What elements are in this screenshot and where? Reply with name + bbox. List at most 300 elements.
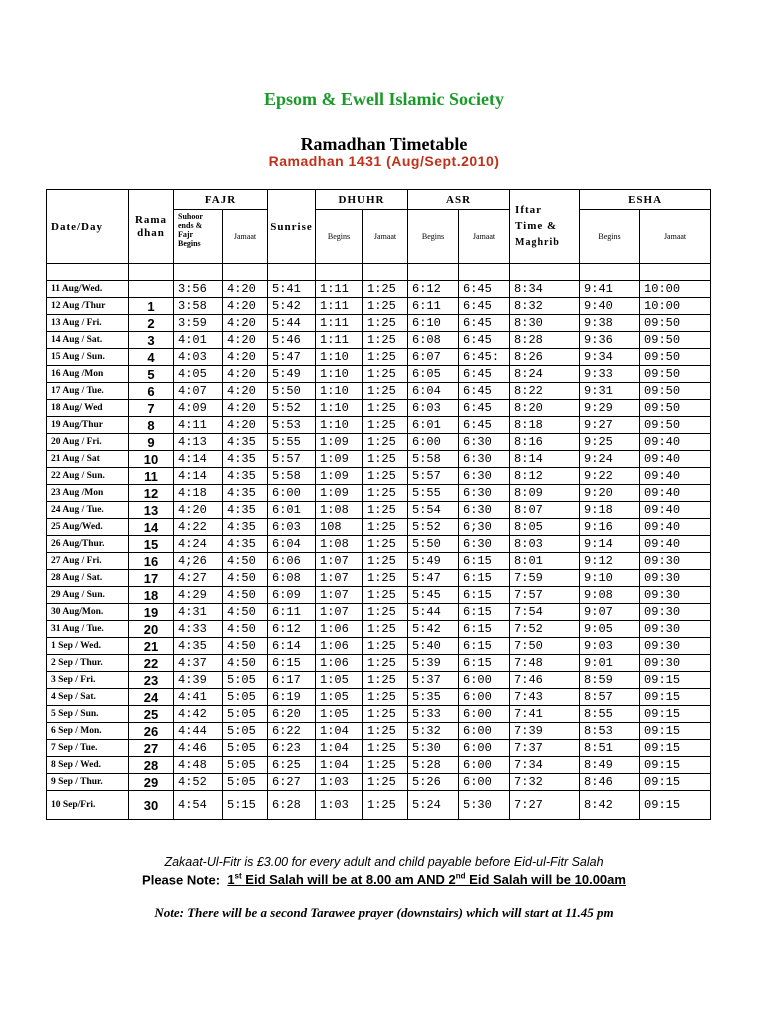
header-esha-begins: Begins (580, 210, 640, 264)
sunrise-time-cell: 5:49 (268, 366, 316, 383)
iftar-time-cell: 8:18 (510, 417, 580, 434)
dhuhr-jamaat-cell: 1:25 (363, 451, 408, 468)
header-iftar (510, 190, 580, 264)
dhuhr-jamaat-cell: 1:25 (363, 536, 408, 553)
table-row (47, 587, 711, 604)
sunrise-time-cell: 5:53 (268, 417, 316, 434)
header-row-top (47, 190, 711, 210)
suhoor-time-cell: 4:46 (174, 740, 223, 757)
iftar-time-cell: 8:32 (510, 298, 580, 315)
suhoor-time-cell: 4:52 (174, 774, 223, 791)
dhuhr-jamaat-cell: 1:25 (363, 638, 408, 655)
dhuhr-jamaat-cell: 1:25 (363, 689, 408, 706)
eid-note (0, 872, 768, 887)
dhuhr-jamaat-cell: 1:25 (363, 570, 408, 587)
suhoor-time-cell: 4:27 (174, 570, 223, 587)
asr-begins-cell: 6:05 (408, 366, 459, 383)
ramadhan-day-cell: 13 (129, 502, 174, 519)
esha-begins-cell: 9:07 (580, 604, 640, 621)
dhuhr-begins-cell: 1:10 (316, 349, 363, 366)
dhuhr-jamaat-cell: 1:25 (363, 298, 408, 315)
ramadhan-day-cell: 17 (129, 570, 174, 587)
table-row (47, 672, 711, 689)
date-cell: 16 Aug /Mon (47, 366, 129, 383)
ramadhan-day-cell: 22 (129, 655, 174, 672)
sunrise-time-cell: 5:57 (268, 451, 316, 468)
suhoor-time-cell: 4:14 (174, 468, 223, 485)
asr-begins-cell: 6:08 (408, 332, 459, 349)
date-cell: 30 Aug/Mon. (47, 604, 129, 621)
suhoor-time-cell: 3:58 (174, 298, 223, 315)
esha-begins-cell: 8:55 (580, 706, 640, 723)
esha-jamaat-cell: 09:30 (640, 655, 711, 672)
table-row (47, 281, 711, 298)
esha-begins-cell: 9:31 (580, 383, 640, 400)
sunrise-time-cell: 6:28 (268, 791, 316, 820)
dhuhr-jamaat-cell: 1:25 (363, 621, 408, 638)
esha-begins-cell: 9:40 (580, 298, 640, 315)
header-iftar-line3: Maghrib (515, 237, 560, 248)
asr-jamaat-cell: 6:30 (459, 451, 510, 468)
suhoor-time-cell: 4:31 (174, 604, 223, 621)
esha-jamaat-cell: 09:50 (640, 383, 711, 400)
suhoor-time-cell: 4:11 (174, 417, 223, 434)
asr-begins-cell: 5:47 (408, 570, 459, 587)
dhuhr-jamaat-cell: 1:25 (363, 553, 408, 570)
fajr-jamaat-cell: 5:15 (223, 791, 268, 820)
fajr-jamaat-cell: 4:20 (223, 315, 268, 332)
esha-jamaat-cell: 09:30 (640, 604, 711, 621)
asr-begins-cell: 5:44 (408, 604, 459, 621)
sunrise-time-cell: 5:52 (268, 400, 316, 417)
dhuhr-begins-cell: 1:09 (316, 468, 363, 485)
iftar-time-cell: 8:14 (510, 451, 580, 468)
asr-begins-cell: 5:28 (408, 757, 459, 774)
iftar-time-cell: 7:59 (510, 570, 580, 587)
sunrise-time-cell: 6:03 (268, 519, 316, 536)
asr-begins-cell: 5:42 (408, 621, 459, 638)
esha-jamaat-cell: 09:15 (640, 791, 711, 820)
fajr-jamaat-cell: 4:50 (223, 570, 268, 587)
esha-jamaat-cell: 09:50 (640, 332, 711, 349)
table-row (47, 706, 711, 723)
esha-jamaat-cell: 09:50 (640, 366, 711, 383)
fajr-jamaat-cell: 4:50 (223, 587, 268, 604)
fajr-jamaat-cell: 4:20 (223, 417, 268, 434)
header-dhuhr: DHUHR (316, 190, 408, 210)
header-suhoor (174, 210, 223, 264)
dhuhr-jamaat-cell: 1:25 (363, 723, 408, 740)
fajr-jamaat-cell: 4:50 (223, 638, 268, 655)
esha-jamaat-cell: 09:30 (640, 638, 711, 655)
iftar-time-cell: 7:48 (510, 655, 580, 672)
suhoor-time-cell: 4:13 (174, 434, 223, 451)
ramadhan-day-cell: 16 (129, 553, 174, 570)
dhuhr-jamaat-cell: 1:25 (363, 791, 408, 820)
eid-2-suffix: nd (455, 872, 466, 881)
esha-begins-cell: 9:16 (580, 519, 640, 536)
dhuhr-jamaat-cell: 1:25 (363, 400, 408, 417)
date-cell: 9 Sep / Thur. (47, 774, 129, 791)
sunrise-time-cell: 6:15 (268, 655, 316, 672)
dhuhr-jamaat-cell: 1:25 (363, 757, 408, 774)
iftar-time-cell: 7:43 (510, 689, 580, 706)
date-cell: 26 Aug/Thur. (47, 536, 129, 553)
sunrise-time-cell: 6:20 (268, 706, 316, 723)
esha-jamaat-cell: 09:15 (640, 774, 711, 791)
asr-begins-cell: 5:50 (408, 536, 459, 553)
asr-begins-cell: 5:40 (408, 638, 459, 655)
eid-note-body (227, 872, 626, 887)
dhuhr-begins-cell: 108 (316, 519, 363, 536)
header-sunrise: Sunrise (268, 190, 316, 264)
suhoor-time-cell: 4:41 (174, 689, 223, 706)
esha-jamaat-cell: 09:50 (640, 400, 711, 417)
sunrise-time-cell: 5:46 (268, 332, 316, 349)
esha-begins-cell: 9:08 (580, 587, 640, 604)
suhoor-time-cell: 4:44 (174, 723, 223, 740)
iftar-time-cell: 7:34 (510, 757, 580, 774)
sunrise-time-cell: 6:04 (268, 536, 316, 553)
dhuhr-jamaat-cell: 1:25 (363, 587, 408, 604)
fajr-jamaat-cell: 5:05 (223, 689, 268, 706)
asr-jamaat-cell: 6:30 (459, 485, 510, 502)
ramadhan-day-cell: 29 (129, 774, 174, 791)
esha-jamaat-cell: 09:40 (640, 519, 711, 536)
fajr-jamaat-cell: 4:20 (223, 383, 268, 400)
asr-begins-cell: 5:49 (408, 553, 459, 570)
suhoor-time-cell: 4:48 (174, 757, 223, 774)
date-cell: 28 Aug / Sat. (47, 570, 129, 587)
sunrise-time-cell: 6:22 (268, 723, 316, 740)
date-cell: 8 Sep / Wed. (47, 757, 129, 774)
spacer-row (47, 264, 711, 281)
zakaat-note: Zakaat-Ul-Fitr is £3.00 for every adult and child payable before Eid-ul-Fitr Salah (164, 855, 604, 869)
header-fajr: FAJR (174, 190, 268, 210)
fajr-jamaat-cell: 4:50 (223, 604, 268, 621)
asr-jamaat-cell: 6:15 (459, 570, 510, 587)
asr-begins-cell: 6:11 (408, 298, 459, 315)
asr-begins-cell: 5:32 (408, 723, 459, 740)
fajr-jamaat-cell: 5:05 (223, 672, 268, 689)
ramadhan-day-cell: 19 (129, 604, 174, 621)
asr-jamaat-cell: 6:30 (459, 536, 510, 553)
iftar-time-cell: 8:34 (510, 281, 580, 298)
table-row (47, 689, 711, 706)
suhoor-time-cell: 4:03 (174, 349, 223, 366)
timetable-body (47, 281, 711, 820)
asr-jamaat-cell: 6:30 (459, 468, 510, 485)
ramadhan-day-cell: 25 (129, 706, 174, 723)
asr-begins-cell: 6:03 (408, 400, 459, 417)
esha-begins-cell: 8:53 (580, 723, 640, 740)
dhuhr-begins-cell: 1:10 (316, 383, 363, 400)
suhoor-time-cell: 4:24 (174, 536, 223, 553)
ramadhan-day-cell: 7 (129, 400, 174, 417)
asr-begins-cell: 6:00 (408, 434, 459, 451)
ramadhan-day-cell: 4 (129, 349, 174, 366)
esha-begins-cell: 9:12 (580, 553, 640, 570)
date-cell: 2 Sep / Thur. (47, 655, 129, 672)
iftar-time-cell: 8:20 (510, 400, 580, 417)
dhuhr-begins-cell: 1:03 (316, 774, 363, 791)
ramadhan-day-cell: 11 (129, 468, 174, 485)
fajr-jamaat-cell: 4:50 (223, 621, 268, 638)
asr-jamaat-cell: 6:15 (459, 638, 510, 655)
dhuhr-begins-cell: 1:07 (316, 604, 363, 621)
suhoor-time-cell: 4:20 (174, 502, 223, 519)
table-row (47, 315, 711, 332)
esha-begins-cell: 8:51 (580, 740, 640, 757)
iftar-time-cell: 8:12 (510, 468, 580, 485)
sunrise-time-cell: 6:12 (268, 621, 316, 638)
esha-jamaat-cell: 09:15 (640, 689, 711, 706)
table-row (47, 332, 711, 349)
esha-jamaat-cell: 09:40 (640, 451, 711, 468)
esha-jamaat-cell: 09:40 (640, 434, 711, 451)
header-suhoor-line3: Fajr (178, 230, 194, 239)
dhuhr-begins-cell: 1:08 (316, 502, 363, 519)
asr-begins-cell: 5:57 (408, 468, 459, 485)
dhuhr-begins-cell: 1:11 (316, 281, 363, 298)
dhuhr-jamaat-cell: 1:25 (363, 315, 408, 332)
table-row (47, 604, 711, 621)
asr-jamaat-cell: 6:00 (459, 706, 510, 723)
asr-jamaat-cell: 6:45 (459, 383, 510, 400)
dhuhr-jamaat-cell: 1:25 (363, 468, 408, 485)
iftar-time-cell: 7:32 (510, 774, 580, 791)
table-row (47, 349, 711, 366)
esha-begins-cell: 9:38 (580, 315, 640, 332)
sunrise-time-cell: 5:47 (268, 349, 316, 366)
esha-begins-cell: 9:18 (580, 502, 640, 519)
esha-jamaat-cell: 09:15 (640, 723, 711, 740)
suhoor-time-cell: 4:39 (174, 672, 223, 689)
header-ramadhan (129, 190, 174, 264)
dhuhr-begins-cell: 1:04 (316, 740, 363, 757)
dhuhr-begins-cell: 1:05 (316, 706, 363, 723)
esha-jamaat-cell: 09:50 (640, 417, 711, 434)
asr-begins-cell: 6:01 (408, 417, 459, 434)
table-row (47, 570, 711, 587)
asr-jamaat-cell: 6:00 (459, 757, 510, 774)
asr-begins-cell: 6:07 (408, 349, 459, 366)
iftar-time-cell: 7:39 (510, 723, 580, 740)
esha-jamaat-cell: 09:15 (640, 757, 711, 774)
fajr-jamaat-cell: 5:05 (223, 706, 268, 723)
table-row (47, 468, 711, 485)
esha-begins-cell: 8:59 (580, 672, 640, 689)
asr-begins-cell: 5:39 (408, 655, 459, 672)
asr-begins-cell: 5:30 (408, 740, 459, 757)
suhoor-time-cell: 4:54 (174, 791, 223, 820)
date-cell: 14 Aug / Sat. (47, 332, 129, 349)
asr-jamaat-cell: 6:45: (459, 349, 510, 366)
asr-begins-cell: 5:58 (408, 451, 459, 468)
esha-begins-cell: 9:33 (580, 366, 640, 383)
esha-begins-cell: 9:24 (580, 451, 640, 468)
iftar-time-cell: 7:27 (510, 791, 580, 820)
dhuhr-begins-cell: 1:11 (316, 298, 363, 315)
iftar-time-cell: 7:50 (510, 638, 580, 655)
dhuhr-jamaat-cell: 1:25 (363, 502, 408, 519)
ramadhan-day-cell: 12 (129, 485, 174, 502)
sunrise-time-cell: 6:17 (268, 672, 316, 689)
dhuhr-jamaat-cell: 1:25 (363, 383, 408, 400)
header-esha: ESHA (580, 190, 711, 210)
fajr-jamaat-cell: 4:20 (223, 298, 268, 315)
suhoor-time-cell: 4:22 (174, 519, 223, 536)
asr-jamaat-cell: 6:45 (459, 400, 510, 417)
asr-begins-cell: 5:52 (408, 519, 459, 536)
date-cell: 11 Aug/Wed. (47, 281, 129, 298)
iftar-time-cell: 8:07 (510, 502, 580, 519)
dhuhr-begins-cell: 1:10 (316, 366, 363, 383)
esha-begins-cell: 9:10 (580, 570, 640, 587)
asr-jamaat-cell: 6;30 (459, 519, 510, 536)
date-cell: 10 Sep/Fri. (47, 791, 129, 820)
header-asr-jamaat: Jamaat (459, 210, 510, 264)
dhuhr-begins-cell: 1:07 (316, 553, 363, 570)
dhuhr-begins-cell: 1:11 (316, 315, 363, 332)
dhuhr-jamaat-cell: 1:25 (363, 281, 408, 298)
iftar-time-cell: 8:16 (510, 434, 580, 451)
iftar-time-cell: 7:52 (510, 621, 580, 638)
ramadhan-day-cell: 21 (129, 638, 174, 655)
asr-jamaat-cell: 6:00 (459, 723, 510, 740)
suhoor-time-cell: 4:37 (174, 655, 223, 672)
fajr-jamaat-cell: 4:35 (223, 536, 268, 553)
ramadhan-day-cell: 8 (129, 417, 174, 434)
asr-jamaat-cell: 6:00 (459, 672, 510, 689)
ramadhan-day-cell: 23 (129, 672, 174, 689)
date-cell: 22 Aug / Sun. (47, 468, 129, 485)
date-cell: 31 Aug / Tue. (47, 621, 129, 638)
esha-begins-cell: 9:29 (580, 400, 640, 417)
dhuhr-begins-cell: 1:10 (316, 400, 363, 417)
esha-begins-cell: 9:25 (580, 434, 640, 451)
fajr-jamaat-cell: 4:50 (223, 553, 268, 570)
asr-jamaat-cell: 6:45 (459, 298, 510, 315)
dhuhr-jamaat-cell: 1:25 (363, 434, 408, 451)
asr-begins-cell: 6:10 (408, 315, 459, 332)
table-row (47, 366, 711, 383)
esha-begins-cell: 9:36 (580, 332, 640, 349)
ramadhan-day-cell: 27 (129, 740, 174, 757)
ramadhan-day-cell: 6 (129, 383, 174, 400)
ramadhan-day-cell (129, 281, 174, 298)
esha-jamaat-cell: 09:40 (640, 468, 711, 485)
iftar-time-cell: 8:05 (510, 519, 580, 536)
ramadhan-day-cell: 1 (129, 298, 174, 315)
asr-jamaat-cell: 6:15 (459, 553, 510, 570)
iftar-time-cell: 7:37 (510, 740, 580, 757)
esha-begins-cell: 9:05 (580, 621, 640, 638)
asr-jamaat-cell: 6:45 (459, 417, 510, 434)
dhuhr-begins-cell: 1:11 (316, 332, 363, 349)
dhuhr-begins-cell: 1:04 (316, 757, 363, 774)
dhuhr-begins-cell: 1:03 (316, 791, 363, 820)
sunrise-time-cell: 6:14 (268, 638, 316, 655)
date-cell: 4 Sep / Sat. (47, 689, 129, 706)
header-asr: ASR (408, 190, 510, 210)
dhuhr-begins-cell: 1:07 (316, 570, 363, 587)
dhuhr-jamaat-cell: 1:25 (363, 485, 408, 502)
suhoor-time-cell: 4:29 (174, 587, 223, 604)
header-suhoor-line4: Begins (178, 239, 201, 248)
sunrise-time-cell: 6:23 (268, 740, 316, 757)
dhuhr-jamaat-cell: 1:25 (363, 366, 408, 383)
table-row (47, 434, 711, 451)
table-row (47, 621, 711, 638)
esha-begins-cell: 9:20 (580, 485, 640, 502)
ramadhan-day-cell: 30 (129, 791, 174, 820)
fajr-jamaat-cell: 5:05 (223, 740, 268, 757)
fajr-jamaat-cell: 4:20 (223, 281, 268, 298)
dhuhr-begins-cell: 1:09 (316, 485, 363, 502)
iftar-time-cell: 8:28 (510, 332, 580, 349)
suhoor-time-cell: 4:35 (174, 638, 223, 655)
eid-1-number: 1 (227, 872, 235, 888)
table-row (47, 400, 711, 417)
esha-jamaat-cell: 09:15 (640, 706, 711, 723)
suhoor-time-cell: 4:33 (174, 621, 223, 638)
date-cell: 23 Aug /Mon (47, 485, 129, 502)
date-cell: 21 Aug / Sat (47, 451, 129, 468)
sunrise-time-cell: 6:00 (268, 485, 316, 502)
esha-jamaat-cell: 09:40 (640, 502, 711, 519)
table-row (47, 298, 711, 315)
date-cell: 18 Aug/ Wed (47, 400, 129, 417)
asr-begins-cell: 6:12 (408, 281, 459, 298)
dhuhr-begins-cell: 1:06 (316, 638, 363, 655)
asr-begins-cell: 5:55 (408, 485, 459, 502)
dhuhr-jamaat-cell: 1:25 (363, 706, 408, 723)
table-row (47, 655, 711, 672)
suhoor-time-cell: 4;26 (174, 553, 223, 570)
dhuhr-begins-cell: 1:05 (316, 689, 363, 706)
header-date-day: Date/Day (47, 190, 129, 264)
esha-jamaat-cell: 09:30 (640, 570, 711, 587)
dhuhr-jamaat-cell: 1:25 (363, 349, 408, 366)
sunrise-time-cell: 5:44 (268, 315, 316, 332)
esha-jamaat-cell: 09:50 (640, 315, 711, 332)
asr-jamaat-cell: 6:15 (459, 587, 510, 604)
table-row (47, 740, 711, 757)
asr-begins-cell: 5:35 (408, 689, 459, 706)
date-cell: 17 Aug / Tue. (47, 383, 129, 400)
fajr-jamaat-cell: 4:35 (223, 434, 268, 451)
esha-begins-cell: 9:41 (580, 281, 640, 298)
dhuhr-begins-cell: 1:09 (316, 434, 363, 451)
sunrise-time-cell: 5:50 (268, 383, 316, 400)
iftar-time-cell: 8:03 (510, 536, 580, 553)
dhuhr-jamaat-cell: 1:25 (363, 655, 408, 672)
sunrise-time-cell: 6:06 (268, 553, 316, 570)
dhuhr-jamaat-cell: 1:25 (363, 740, 408, 757)
dhuhr-begins-cell: 1:04 (316, 723, 363, 740)
organisation-name: Epsom & Ewell Islamic Society (264, 89, 504, 109)
fajr-jamaat-cell: 4:20 (223, 332, 268, 349)
dhuhr-begins-cell: 1:09 (316, 451, 363, 468)
header-iftar-line1: Iftar (515, 204, 543, 216)
fajr-jamaat-cell: 5:05 (223, 757, 268, 774)
asr-jamaat-cell: 6:30 (459, 502, 510, 519)
esha-jamaat-cell: 10:00 (640, 281, 711, 298)
eid-2-text: Eid Salah will be 10.00am (465, 872, 626, 888)
suhoor-time-cell: 4:14 (174, 451, 223, 468)
suhoor-time-cell: 3:56 (174, 281, 223, 298)
